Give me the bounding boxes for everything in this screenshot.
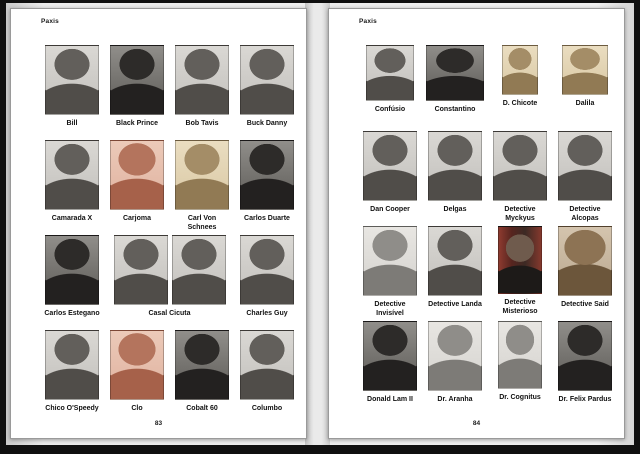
entry-name: Dr. Felix Pardus <box>558 396 612 403</box>
directory-entry <box>173 330 231 425</box>
portrait-photo <box>363 321 417 391</box>
portrait-photo <box>45 45 99 115</box>
portrait-photo <box>172 235 226 305</box>
entry-name: Black Prince <box>115 120 159 127</box>
directory-entry <box>556 226 614 321</box>
entry-name: Camarada X <box>51 215 93 222</box>
portrait-photo <box>428 226 482 296</box>
portrait-photo <box>175 140 229 210</box>
portrait-photo <box>428 321 482 391</box>
photo-row <box>361 131 614 226</box>
book-gutter-shadow <box>305 3 330 445</box>
directory-entry <box>361 45 419 131</box>
entry-name: Detective Alcopas <box>569 206 601 223</box>
entry-name: Constantino <box>434 106 476 113</box>
entry-name: Detective Said <box>561 301 609 308</box>
page-number: 83 <box>154 420 163 427</box>
entry-name: Bill <box>66 120 78 127</box>
entry-name: Chico O'Speedy <box>45 405 99 412</box>
portrait-photo <box>498 226 542 294</box>
directory-entry <box>108 330 166 425</box>
photo-row <box>43 140 296 235</box>
couple-photos <box>114 235 226 305</box>
directory-entry-couple <box>108 235 232 330</box>
entry-name: Dr. Aranha <box>437 396 473 403</box>
entry-name: Carjoma <box>122 215 151 222</box>
page-header: Paxis <box>359 18 377 25</box>
viewer-canvas <box>6 3 634 445</box>
entry-name: Casal Cicuta <box>148 310 191 317</box>
photo-row <box>361 226 614 321</box>
directory-entry <box>43 45 101 140</box>
portrait-photo <box>493 131 547 201</box>
entry-name: Confúsio <box>374 106 406 113</box>
directory-entry <box>108 140 166 235</box>
directory-entry <box>556 321 614 416</box>
directory-entry <box>43 140 101 235</box>
portrait-photo <box>114 235 168 305</box>
directory-entry <box>173 45 231 140</box>
entry-name: Columbo <box>251 405 283 412</box>
directory-entry <box>426 226 484 321</box>
portrait-photo <box>363 131 417 201</box>
portrait-photo <box>45 140 99 210</box>
portrait-photo <box>426 45 484 101</box>
directory-entry <box>491 131 549 226</box>
entry-name: Detective Landa <box>428 301 482 308</box>
directory-entry <box>361 131 419 226</box>
entry-name: Dan Cooper <box>370 206 410 213</box>
directory-entry <box>361 321 419 416</box>
portrait-photo <box>363 226 417 296</box>
directory-entry <box>43 330 101 425</box>
entry-name: Buck Danny <box>246 120 288 127</box>
entry-name: Bob Tavis <box>185 120 219 127</box>
portrait-photo <box>110 140 164 210</box>
directory-entry <box>238 330 296 425</box>
portrait-photo <box>498 321 542 389</box>
portrait-photo <box>428 131 482 201</box>
directory-entry <box>556 45 614 131</box>
photo-grid <box>361 45 614 416</box>
portrait-photo <box>502 45 538 95</box>
entry-name: Cobalt 60 <box>186 405 218 412</box>
portrait-photo <box>110 45 164 115</box>
directory-entry <box>426 131 484 226</box>
entry-name: Detective Invisível <box>374 301 406 318</box>
portrait-photo <box>175 45 229 115</box>
entry-name: Delgas <box>443 206 467 213</box>
portrait-photo <box>562 45 608 95</box>
portrait-photo <box>240 140 294 210</box>
photo-row <box>361 321 614 416</box>
directory-entry <box>238 45 296 140</box>
entry-name: Detective Misterioso <box>502 299 538 316</box>
entry-name: D. Chicote <box>502 100 538 107</box>
portrait-photo <box>240 45 294 115</box>
photo-row <box>43 235 296 330</box>
directory-entry <box>426 45 484 131</box>
directory-entry <box>491 321 549 416</box>
entry-name: Carl Von Schnees <box>187 215 217 232</box>
portrait-photo <box>558 131 612 201</box>
photo-row <box>43 330 296 425</box>
portrait-photo <box>175 330 229 400</box>
portrait-photo <box>240 235 294 305</box>
portrait-photo <box>45 330 99 400</box>
entry-name: Clo <box>131 405 143 412</box>
portrait-photo <box>558 321 612 391</box>
directory-entry <box>426 321 484 416</box>
portrait-photo <box>366 45 414 101</box>
directory-entry <box>361 226 419 321</box>
entry-name: Donald Lam II <box>367 396 413 403</box>
entry-name: Detective Myckyus <box>504 206 536 223</box>
entry-name: Carlos Duarte <box>244 215 290 222</box>
directory-entry <box>108 45 166 140</box>
page-header: Paxis <box>41 18 59 25</box>
directory-entry <box>173 140 231 235</box>
page-number: 84 <box>472 420 481 427</box>
portrait-photo <box>45 235 99 305</box>
photo-row <box>361 45 614 131</box>
entry-name: Carlos Estegano <box>44 310 100 317</box>
directory-entry <box>238 235 296 330</box>
entry-name: Dr. Cognitus <box>499 394 541 401</box>
entry-name: Dalila <box>575 100 595 107</box>
portrait-photo <box>110 330 164 400</box>
entry-name: Charles Guy <box>246 310 288 317</box>
portrait-photo <box>558 226 612 296</box>
directory-entry <box>556 131 614 226</box>
portrait-photo <box>240 330 294 400</box>
page-left <box>10 8 307 439</box>
directory-entry <box>491 45 549 131</box>
page-right <box>328 8 625 439</box>
photo-grid <box>43 45 296 425</box>
directory-entry <box>238 140 296 235</box>
directory-entry <box>43 235 101 330</box>
directory-entry <box>491 226 549 321</box>
photo-row <box>43 45 296 140</box>
